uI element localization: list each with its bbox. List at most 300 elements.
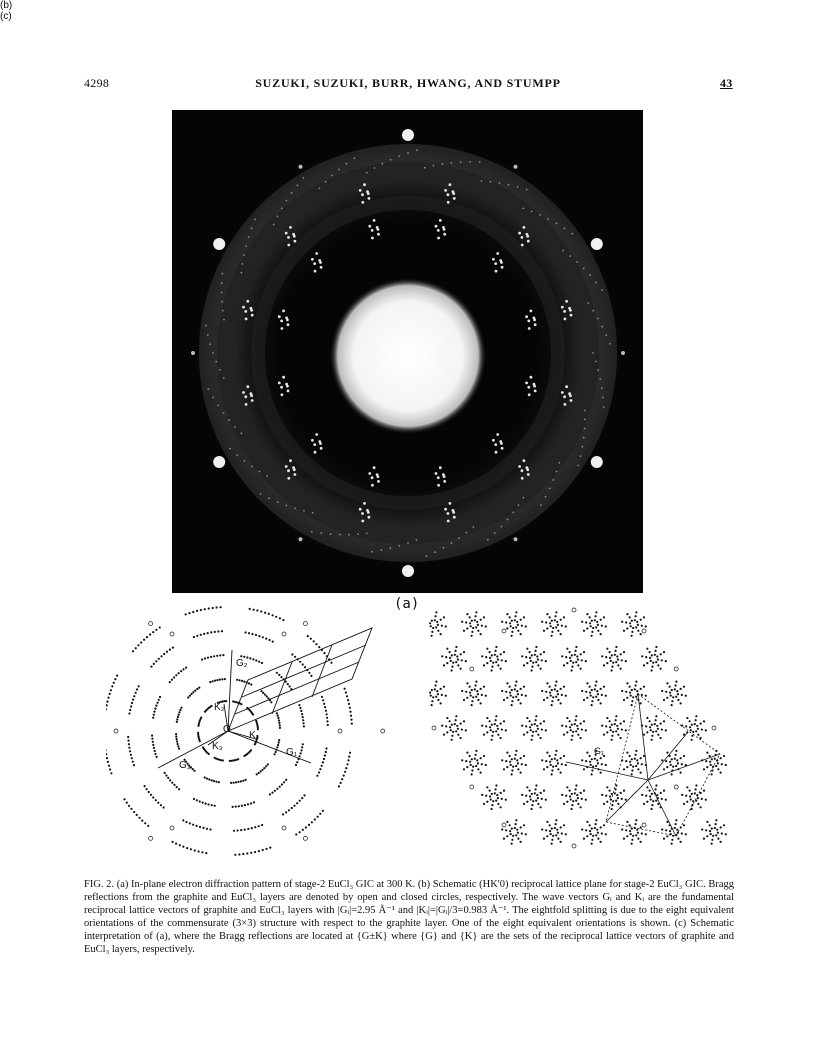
panel-a-label: (a)	[394, 596, 420, 612]
c-closed-circle	[720, 772, 722, 774]
c-closed-circle	[695, 730, 697, 732]
c-closed-circle	[485, 656, 487, 658]
c-closed-circle	[466, 682, 468, 684]
c-closed-circle	[551, 689, 553, 691]
c-closed-circle	[509, 692, 511, 694]
graphite-spot	[591, 456, 603, 468]
c-closed-circle	[526, 717, 528, 719]
cluster-spot	[278, 382, 281, 385]
c-closed-circle	[481, 763, 483, 765]
c-closed-circle	[535, 715, 537, 717]
cluster-spot	[244, 395, 247, 398]
c-closed-circle	[636, 829, 638, 831]
c-closed-circle	[709, 761, 711, 763]
closed-circle	[199, 826, 201, 828]
c-closed-circle	[615, 800, 617, 802]
ring-dot	[209, 343, 211, 345]
cluster-spot	[376, 226, 379, 229]
c-closed-circle	[575, 788, 577, 790]
c-closed-circle	[601, 655, 603, 657]
c-closed-circle	[546, 835, 548, 837]
c-closed-circle	[705, 729, 707, 731]
closed-circle	[173, 784, 175, 786]
cluster-spot	[250, 392, 253, 395]
c-closed-circle	[441, 655, 443, 657]
c-closed-circle	[526, 731, 528, 733]
c-closed-circle	[535, 650, 537, 652]
label-g1: G₁	[286, 747, 298, 758]
c-closed-circle	[581, 729, 583, 731]
closed-circle	[285, 779, 287, 781]
ring-dot	[583, 437, 585, 439]
open-circle	[282, 632, 286, 636]
closed-circle	[153, 663, 155, 665]
open-circle	[170, 632, 174, 636]
c-closed-circle	[611, 724, 613, 726]
c-closed-circle	[566, 717, 568, 719]
closed-circle	[196, 635, 198, 637]
cluster-spot	[570, 314, 573, 317]
c-closed-circle	[511, 839, 513, 841]
c-closed-circle	[577, 797, 579, 799]
c-closed-circle	[591, 758, 593, 760]
c-closed-circle	[565, 695, 567, 697]
c-closed-circle	[489, 657, 491, 659]
ring-dot	[562, 250, 564, 252]
c-closed-circle	[545, 691, 547, 693]
c-closed-circle	[480, 619, 482, 621]
c-closed-circle	[465, 729, 467, 731]
c-closed-circle	[566, 731, 568, 733]
c-closed-circle	[521, 832, 523, 834]
closed-circle	[110, 689, 112, 691]
c-closed-circle	[651, 804, 653, 806]
closed-circle	[298, 704, 300, 706]
closed-circle	[169, 681, 171, 683]
c-closed-circle	[565, 725, 567, 727]
closed-circle	[348, 703, 350, 705]
ring-dot	[260, 493, 262, 495]
c-closed-circle	[520, 841, 522, 843]
closed-circle	[319, 768, 321, 770]
c-closed-circle	[725, 764, 727, 766]
c-closed-circle	[661, 798, 663, 800]
closed-circle	[280, 676, 282, 678]
c-closed-circle	[551, 769, 553, 771]
c-closed-circle	[666, 682, 668, 684]
c-closed-circle	[596, 621, 598, 623]
cluster-spot	[368, 197, 371, 200]
ring-dot	[481, 180, 483, 182]
c-closed-circle	[645, 725, 647, 727]
ring-dot	[357, 533, 359, 535]
c-closed-circle	[505, 621, 507, 623]
closed-circle	[130, 808, 132, 810]
c-closed-circle	[655, 730, 657, 732]
closed-circle	[325, 710, 327, 712]
c-closed-circle	[646, 731, 648, 733]
cluster-spot	[285, 465, 288, 468]
ring-dot	[296, 184, 298, 186]
c-closed-circle	[703, 720, 705, 722]
c-closed-circle	[634, 619, 636, 621]
ring-dot	[390, 547, 392, 549]
c-closed-circle	[691, 739, 693, 741]
c-closed-circle	[720, 841, 722, 843]
c-closed-circle	[495, 730, 497, 732]
c-closed-circle	[554, 688, 556, 690]
c-closed-circle	[446, 717, 448, 719]
ring-dot	[595, 282, 597, 284]
c-closed-circle	[589, 755, 591, 757]
cluster-spot	[244, 310, 247, 313]
c-closed-circle	[675, 819, 677, 821]
c-closed-circle	[541, 729, 543, 731]
c-closed-circle	[532, 800, 534, 802]
closed-circle	[267, 763, 269, 765]
c-closed-circle	[454, 723, 456, 725]
ring-dot	[571, 233, 573, 235]
c-closed-circle	[495, 800, 497, 802]
c-closed-circle	[650, 660, 652, 662]
c-closed-circle	[600, 826, 602, 828]
c-closed-circle	[705, 799, 707, 801]
c-closed-circle	[720, 757, 722, 759]
c-closed-circle	[589, 616, 591, 618]
ring-dot	[508, 184, 510, 186]
closed-circle	[346, 695, 348, 697]
closed-circle	[265, 848, 267, 850]
cluster-spot	[280, 320, 283, 323]
cluster-spot	[250, 307, 253, 310]
c-closed-circle	[592, 766, 594, 768]
closed-circle	[261, 824, 263, 826]
closed-circle	[106, 757, 108, 759]
c-closed-circle	[595, 834, 597, 836]
c-closed-circle	[685, 795, 687, 797]
c-closed-circle	[506, 682, 508, 684]
c-closed-circle	[640, 619, 642, 621]
closed-circle	[160, 655, 162, 657]
closed-circle	[341, 778, 343, 780]
ring-dot	[587, 302, 589, 304]
c-closed-circle	[626, 697, 628, 699]
ring-dot	[240, 432, 242, 434]
c-closed-circle	[640, 702, 642, 704]
cluster-spot	[495, 451, 498, 454]
c-closed-circle	[675, 750, 677, 752]
ring-dot	[466, 532, 468, 534]
c-closed-circle	[560, 688, 562, 690]
cluster-spot	[443, 480, 446, 483]
c-closed-circle	[715, 765, 717, 767]
closed-circle	[326, 720, 328, 722]
closed-circle	[323, 758, 325, 760]
c-closed-circle	[523, 664, 525, 666]
ring-dot	[494, 532, 496, 534]
closed-circle	[160, 804, 162, 806]
c-closed-circle	[661, 828, 663, 830]
cluster-spot	[501, 447, 504, 450]
cluster-spot	[376, 473, 379, 476]
c-closed-circle	[466, 697, 468, 699]
closed-circle	[206, 828, 208, 830]
c-closed-circle	[515, 750, 517, 752]
c-closed-circle	[565, 764, 567, 766]
c-closed-circle	[621, 621, 623, 623]
open-circle	[170, 826, 174, 830]
c-closed-circle	[431, 635, 433, 637]
cluster-spot	[492, 439, 495, 442]
closed-circle	[140, 641, 142, 643]
c-closed-circle	[595, 611, 597, 613]
c-closed-circle	[526, 662, 528, 664]
c-closed-circle	[549, 824, 551, 826]
c-closed-circle	[554, 619, 556, 621]
c-closed-circle	[626, 613, 628, 615]
c-closed-circle	[509, 761, 511, 763]
closed-circle	[237, 758, 239, 760]
ring-dot	[240, 272, 242, 274]
closed-circle	[177, 743, 179, 745]
closed-circle	[216, 679, 218, 681]
c-closed-circle	[665, 729, 667, 731]
c-closed-circle	[495, 715, 497, 717]
ring-dot	[286, 200, 288, 202]
cluster-spot	[439, 219, 442, 222]
c-closed-circle	[590, 833, 592, 835]
closed-circle	[321, 696, 323, 698]
closed-circle	[279, 727, 281, 729]
c-closed-circle	[523, 616, 525, 618]
c-closed-circle	[515, 681, 517, 683]
cluster-spot	[526, 466, 529, 469]
c-closed-circle	[492, 800, 494, 802]
c-closed-circle	[465, 660, 467, 662]
ring-dot	[291, 192, 293, 194]
cluster-spot	[499, 259, 502, 262]
c-closed-circle	[665, 760, 667, 762]
c-closed-circle	[611, 666, 613, 668]
c-closed-circle	[517, 768, 519, 770]
ring-dot	[243, 254, 245, 256]
c-closed-circle	[645, 833, 647, 835]
c-closed-circle	[563, 734, 565, 736]
closed-circle	[152, 741, 154, 743]
figure-caption	[84, 878, 734, 956]
closed-circle	[171, 679, 173, 681]
c-closed-circle	[543, 630, 545, 632]
c-closed-circle	[495, 646, 497, 648]
c-closed-circle	[495, 788, 497, 790]
c-closed-circle	[569, 651, 571, 653]
c-closed-circle	[656, 794, 658, 796]
c-closed-circle	[535, 646, 537, 648]
c-closed-circle	[601, 694, 603, 696]
c-closed-circle	[495, 784, 497, 786]
c-closed-circle	[511, 689, 513, 691]
c-closed-circle	[540, 653, 542, 655]
c-closed-circle	[463, 768, 465, 770]
c-closed-circle	[654, 654, 656, 656]
c-closed-circle	[536, 725, 538, 727]
c-closed-circle	[652, 731, 654, 733]
c-closed-circle	[477, 762, 479, 764]
c-closed-circle	[631, 843, 633, 845]
c-closed-circle	[505, 760, 507, 762]
c-closed-circle	[466, 766, 468, 768]
closed-circle	[133, 695, 135, 697]
closed-circle	[189, 695, 191, 697]
c-closed-circle	[556, 829, 558, 831]
c-closed-circle	[472, 696, 474, 698]
cluster-spot	[453, 197, 456, 200]
c-closed-circle	[525, 795, 527, 797]
closed-circle	[255, 720, 257, 722]
c-closed-circle	[620, 792, 622, 794]
c-closed-circle	[563, 824, 565, 826]
c-closed-circle	[683, 824, 685, 826]
c-closed-circle	[555, 696, 557, 698]
c-closed-circle	[646, 648, 648, 650]
c-closed-circle	[666, 697, 668, 699]
closed-circle	[241, 680, 243, 682]
closed-circle	[250, 749, 252, 751]
c-closed-circle	[491, 654, 493, 656]
closed-circle	[220, 606, 222, 608]
closed-circle	[230, 782, 232, 784]
c-closed-circle	[471, 758, 473, 760]
cluster-spot	[499, 440, 502, 443]
c-closed-circle	[450, 729, 452, 731]
closed-circle	[198, 687, 200, 689]
closed-circle	[250, 683, 252, 685]
c-closed-circle	[501, 729, 503, 731]
c-closed-circle	[572, 731, 574, 733]
closed-circle	[243, 681, 245, 683]
c-closed-circle	[520, 619, 522, 621]
c-closed-circle	[585, 799, 587, 801]
ring-dot	[552, 479, 554, 481]
ring-dot	[501, 526, 503, 528]
c-closed-circle	[474, 619, 476, 621]
ring-dot	[348, 534, 350, 536]
c-closed-circle	[481, 625, 483, 627]
c-closed-circle	[523, 686, 525, 688]
c-closed-circle	[461, 759, 463, 761]
c-closed-circle	[575, 719, 577, 721]
c-closed-circle	[569, 795, 571, 797]
c-closed-circle	[680, 702, 682, 704]
c-closed-circle	[512, 627, 514, 629]
c-closed-circle	[577, 728, 579, 730]
c-closed-circle	[490, 798, 492, 800]
cluster-spot	[523, 459, 526, 462]
c-closed-circle	[475, 696, 477, 698]
c-closed-circle	[523, 734, 525, 736]
closed-circle	[268, 639, 270, 641]
c-closed-circle	[463, 630, 465, 632]
c-closed-circle	[606, 717, 608, 719]
c-closed-circle	[655, 784, 657, 786]
c-closed-circle	[480, 633, 482, 635]
c-closed-circle	[617, 797, 619, 799]
graphite-spot	[213, 456, 225, 468]
c-closed-circle	[611, 804, 613, 806]
closed-circle	[196, 825, 198, 827]
closed-circle	[136, 814, 138, 816]
c-closed-circle	[551, 828, 553, 830]
closed-circle	[196, 610, 198, 612]
c-closed-circle	[663, 720, 665, 722]
ring-dot	[469, 161, 471, 163]
closed-circle	[258, 825, 260, 827]
ring-dot	[507, 519, 509, 521]
cluster-spot	[363, 502, 366, 505]
c-closed-circle	[492, 731, 494, 733]
c-closed-circle	[706, 821, 708, 823]
c-closed-circle	[714, 758, 716, 760]
cluster-spot	[361, 512, 364, 515]
open-circle	[282, 826, 286, 830]
c-closed-circle	[631, 769, 633, 771]
ring-dot	[592, 310, 594, 312]
closed-circle	[311, 821, 313, 823]
c-closed-circle	[461, 690, 463, 692]
c-closed-circle	[560, 619, 562, 621]
closed-circle	[152, 717, 154, 719]
c-closed-circle	[623, 790, 625, 792]
closed-circle	[324, 706, 326, 708]
c-closed-circle	[523, 755, 525, 757]
closed-circle	[182, 668, 184, 670]
c-closed-circle	[683, 686, 685, 688]
c-closed-circle	[449, 726, 451, 728]
c-closed-circle	[597, 624, 599, 626]
closed-circle	[276, 746, 278, 748]
c-closed-circle	[585, 621, 587, 623]
c-closed-circle	[550, 625, 552, 627]
c-closed-circle	[586, 613, 588, 615]
cluster-spot	[518, 465, 521, 468]
closed-circle	[285, 811, 287, 813]
c-closed-circle	[549, 616, 551, 618]
c-closed-circle	[430, 625, 432, 627]
c-closed-circle	[496, 794, 498, 796]
vector-g2	[228, 650, 232, 731]
c-closed-circle	[475, 615, 477, 617]
ring-dot	[312, 512, 314, 514]
c-closed-circle	[695, 715, 697, 717]
c-closed-circle	[534, 792, 536, 794]
c-closed-circle	[566, 786, 568, 788]
c-closed-circle	[485, 795, 487, 797]
label-o: O	[223, 724, 231, 735]
c-closed-circle	[654, 723, 656, 725]
closed-circle	[241, 805, 243, 807]
closed-circle	[345, 767, 347, 769]
c-closed-circle	[626, 835, 628, 837]
closed-circle	[299, 755, 301, 757]
ring-dot	[398, 155, 400, 157]
c-closed-circle	[463, 651, 465, 653]
open-circle	[149, 836, 153, 840]
closed-circle	[299, 800, 301, 802]
c-closed-circle	[446, 648, 448, 650]
c-closed-circle	[694, 723, 696, 725]
closed-circle	[282, 619, 284, 621]
c-closed-circle	[529, 790, 531, 792]
